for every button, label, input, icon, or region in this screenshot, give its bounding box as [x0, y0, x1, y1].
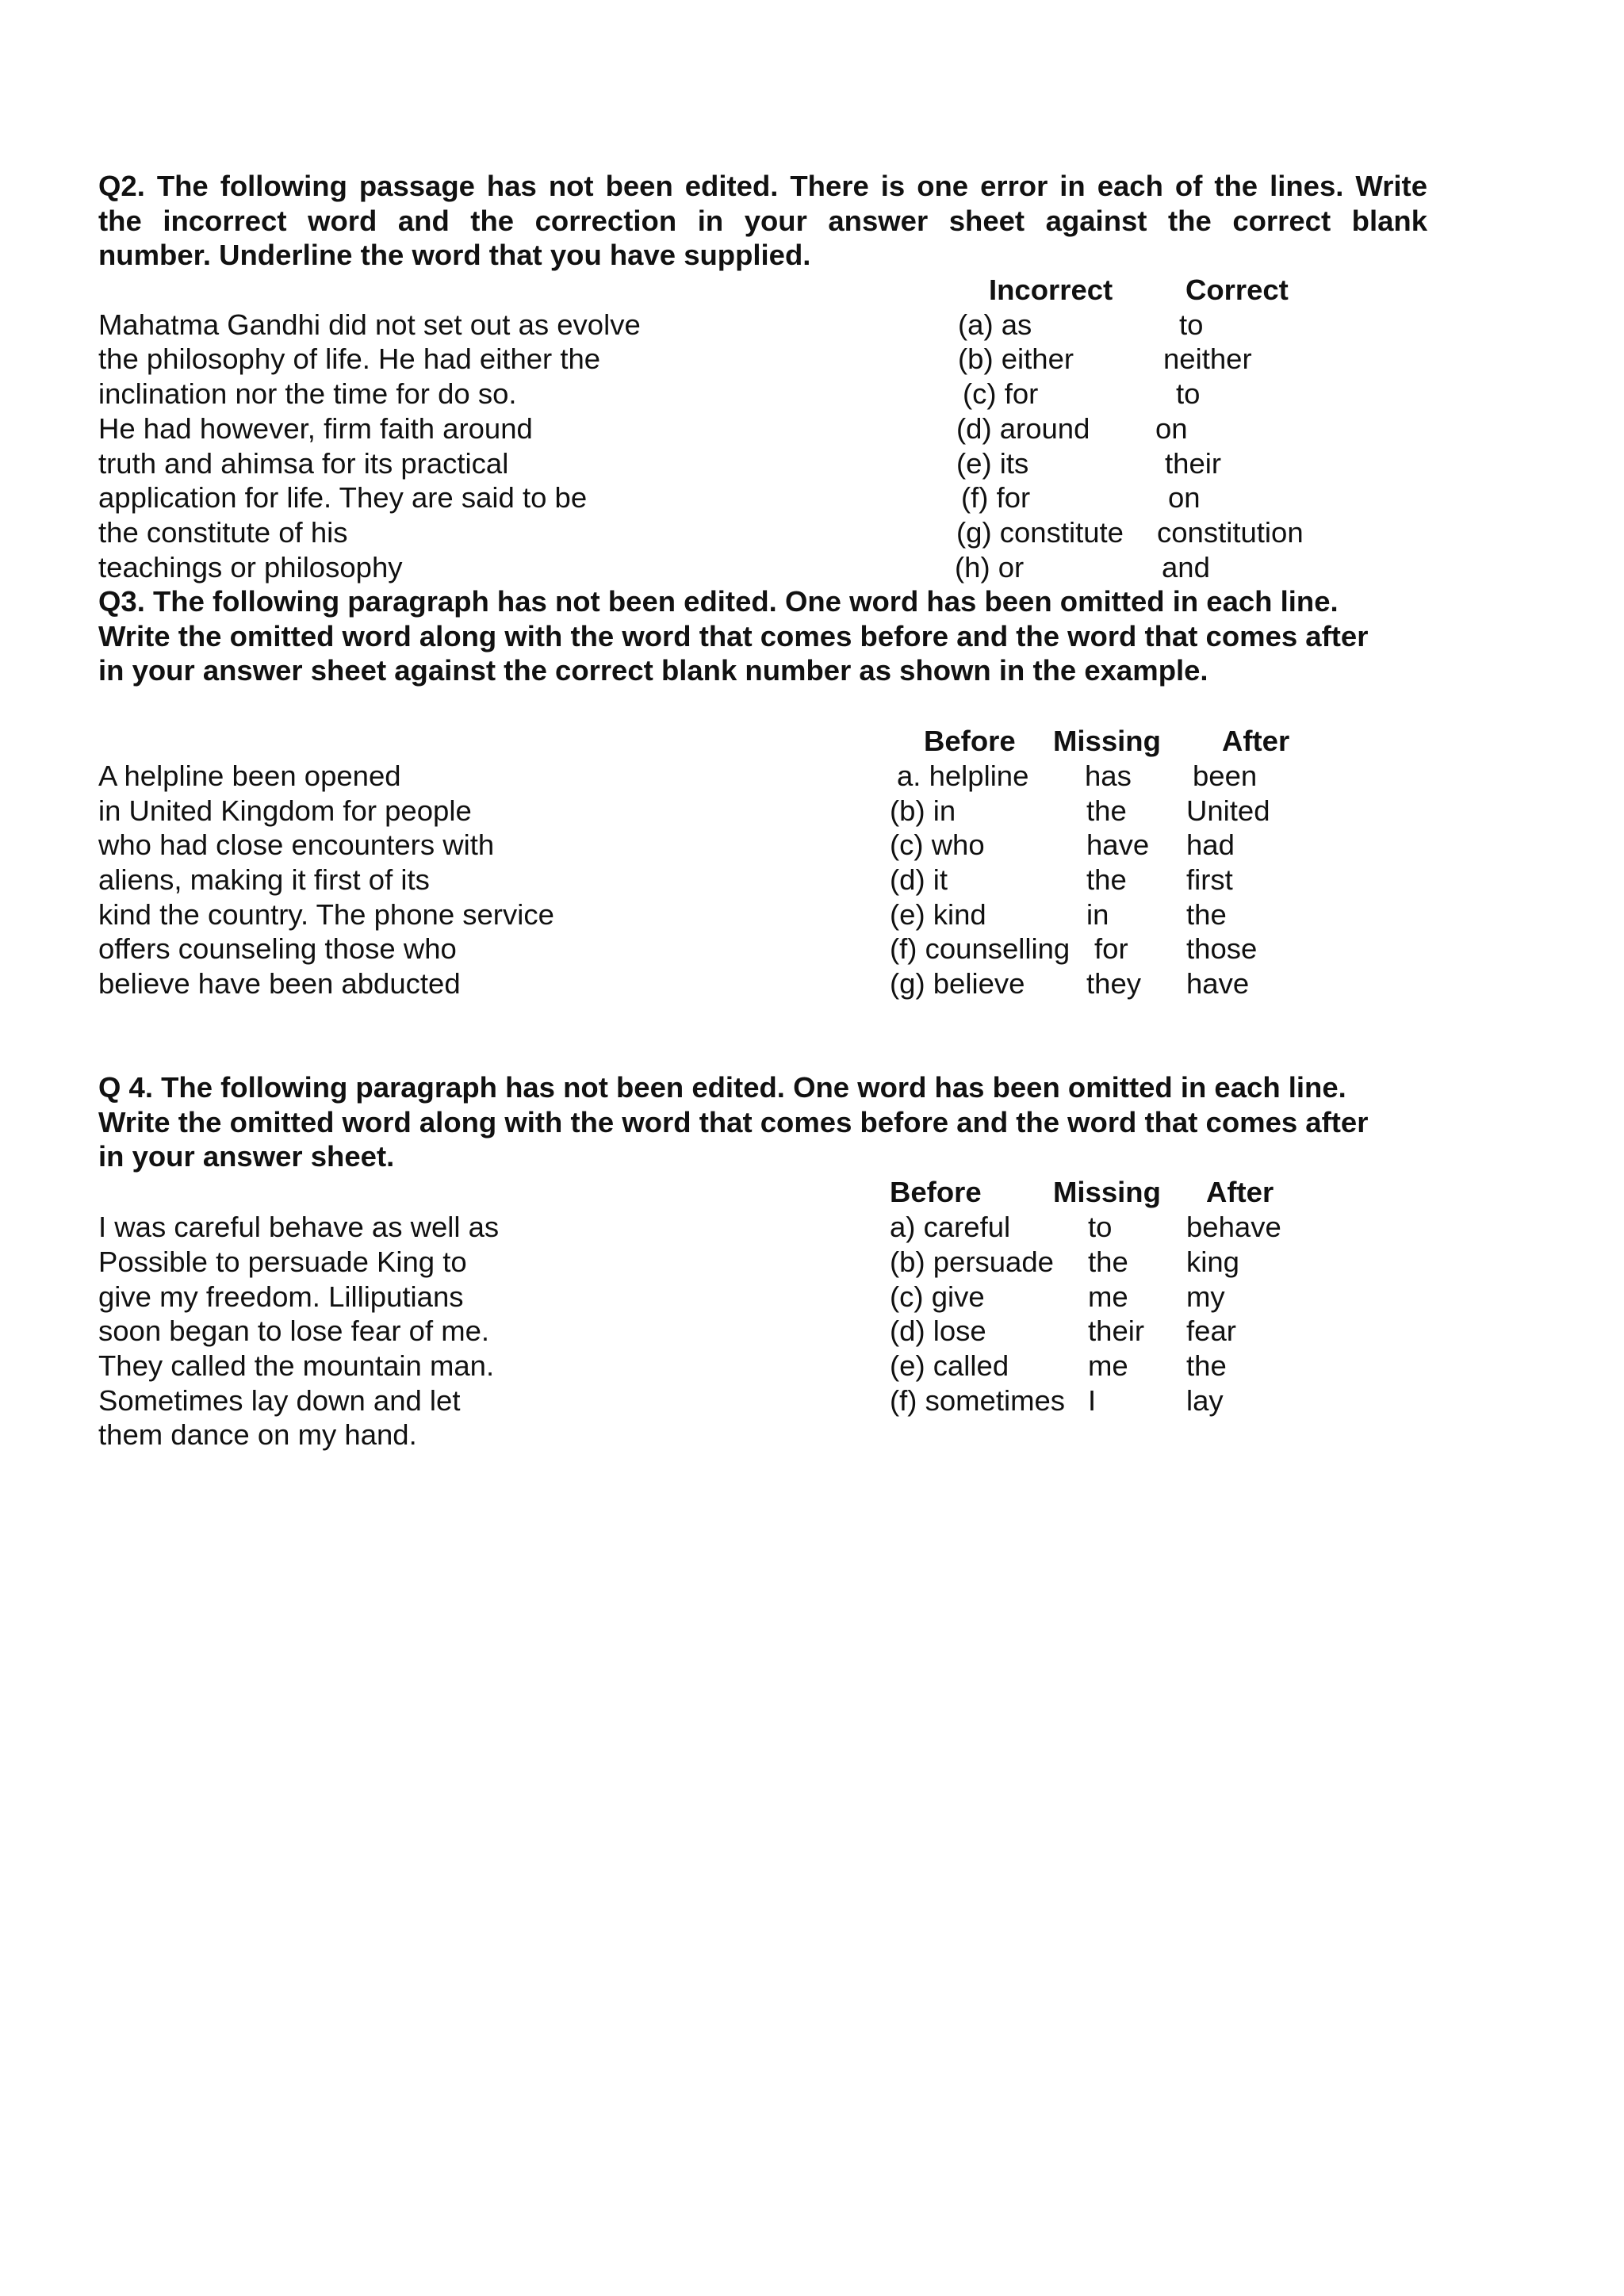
q3-before-word: (f) counselling [890, 932, 1071, 965]
q2-answer-label: (c) for [963, 377, 1039, 410]
q4-row [0, 1349, 1624, 1383]
q4-row [0, 1383, 1624, 1418]
q4-row [0, 1245, 1624, 1280]
q3-before-word: (c) who [890, 828, 985, 861]
q4-before-word: a) careful [890, 1211, 1011, 1243]
q3-row [0, 932, 1624, 966]
q2-col-correct: Correct [1185, 274, 1289, 306]
q2-heading-line: the incorrect word and the correction in your answer sheet against the correct blank [98, 204, 1427, 237]
q2-answer-label: (h) or [955, 551, 1025, 584]
q2-passage-line: teachings or philosophy [98, 551, 403, 584]
q3-row [0, 794, 1624, 828]
q2-passage-line: Mahatma Gandhi did not set out as evolve [98, 308, 641, 341]
q3-before-word: (b) in [890, 794, 956, 827]
q4-missing-word: I [1088, 1384, 1097, 1417]
q2-correct-word: neither [1163, 342, 1252, 375]
q4-missing-word: me [1088, 1349, 1128, 1382]
q2-row [0, 446, 1624, 481]
q2-row [0, 342, 1624, 377]
q2-correct-word: on [1168, 481, 1201, 514]
q3-passage-line: offers counseling those who [98, 932, 457, 965]
q4-col-after: After [1206, 1176, 1274, 1208]
q3-missing-word: they [1086, 967, 1141, 1000]
q3-before-word: (d) it [890, 863, 948, 896]
q4-missing-word: to [1088, 1211, 1113, 1243]
q2-correct-word: to [1176, 377, 1201, 410]
q2-passage-line: the constitute of his [98, 516, 348, 549]
q2-row [0, 480, 1624, 515]
q3-after-word: those [1186, 932, 1258, 965]
q3-heading-line: in your answer sheet against the correct blank number as shown in the example. [98, 654, 1208, 687]
q2-answer-label: (g) constitute [956, 516, 1124, 549]
q2-answer-label: (a) as [958, 308, 1032, 341]
q2-answer-label: (e) its [956, 447, 1029, 480]
q3-passage-line: A helpline been opened [98, 760, 401, 792]
q4-row [0, 1418, 1624, 1452]
q3-col-before: Before [924, 725, 1016, 757]
q2-answer-label: (b) either [958, 342, 1074, 375]
q4-before-word: (d) lose [890, 1314, 986, 1347]
q2-row [0, 377, 1624, 411]
q4-after-word: the [1186, 1349, 1227, 1382]
q3-col-missing: Missing [1053, 725, 1161, 757]
q4-row [0, 1210, 1624, 1245]
q4-missing-word: the [1088, 1246, 1128, 1278]
q2-answer-label: (f) for [961, 481, 1031, 514]
q3-after-word: United [1186, 794, 1270, 827]
q4-row [0, 1280, 1624, 1314]
q4-before-word: (f) sometimes [890, 1384, 1066, 1417]
q4-after-word: lay [1186, 1384, 1224, 1417]
q4-after-word: fear [1186, 1314, 1236, 1347]
q4-passage-line: them dance on my hand. [98, 1418, 417, 1451]
q2-row [0, 308, 1624, 342]
q4-before-word: (b) persuade [890, 1246, 1054, 1278]
q4-passage-line: Sometimes lay down and let [98, 1384, 461, 1417]
q3-missing-word: has [1085, 760, 1132, 792]
q2-heading-line: Q2. The following passage has not been edited. There is one error in each of the lines. Write [98, 170, 1427, 202]
q3-row [0, 897, 1624, 932]
q4-before-word: (e) called [890, 1349, 1009, 1382]
q3-after-word: first [1186, 863, 1233, 896]
q3-row [0, 828, 1624, 863]
q3-after-word: the [1186, 898, 1227, 931]
q3-heading [98, 584, 1427, 688]
q3-missing-word: for [1094, 932, 1128, 965]
q3-after-word: have [1186, 967, 1250, 1000]
q3-heading-line: Q3. The following paragraph has not been edited. One word has been omitted in each line. [98, 585, 1339, 618]
q2-heading-line: number. Underline the word that you have supplied. [98, 239, 811, 272]
q4-heading-line: Q 4. The following paragraph has not been edited. One word has been omitted in each line. [98, 1071, 1346, 1104]
q3-passage-line: aliens, making it first of its [98, 863, 430, 896]
q3-missing-word: have [1086, 828, 1150, 861]
q4-passage-line: give my freedom. Lilliputians [98, 1280, 464, 1313]
q3-before-word: a. helpline [897, 760, 1029, 792]
q4-after-word: my [1186, 1280, 1225, 1313]
q3-passage-line: kind the country. The phone service [98, 898, 554, 931]
q3-missing-word: in [1086, 898, 1109, 931]
q2-passage-line: the philosophy of life. He had either the [98, 342, 601, 375]
q4-passage-line: They called the mountain man. [98, 1349, 495, 1382]
q4-passage-line: soon began to lose fear of me. [98, 1314, 490, 1347]
q4-heading [98, 1070, 1427, 1174]
q3-before-word: (g) believe [890, 967, 1025, 1000]
q3-after-word: been [1193, 760, 1258, 792]
q3-row [0, 863, 1624, 897]
q4-heading-line: Write the omitted word along with the word that comes before and the word that comes after [98, 1105, 1369, 1138]
q4-col-before: Before [890, 1176, 982, 1208]
q4-after-word: king [1186, 1246, 1239, 1278]
q4-before-word: (c) give [890, 1280, 985, 1313]
q3-col-after: After [1222, 725, 1290, 757]
q2-answer-label: (d) around [956, 412, 1090, 445]
q2-row [0, 550, 1624, 585]
q2-correct-word: to [1179, 308, 1204, 341]
q4-missing-word: me [1088, 1280, 1128, 1313]
q2-passage-line: truth and ahimsa for its practical [98, 447, 509, 480]
q2-correct-word: constitution [1157, 516, 1304, 549]
q3-before-word: (e) kind [890, 898, 986, 931]
q2-passage-line: He had however, firm faith around [98, 412, 533, 445]
q4-heading-line: in your answer sheet. [98, 1140, 395, 1173]
q3-row [0, 759, 1624, 794]
q2-row [0, 411, 1624, 446]
q3-after-word: had [1186, 828, 1235, 861]
q2-correct-word: and [1162, 551, 1210, 584]
q4-passage-line: Possible to persuade King to [98, 1246, 467, 1278]
q4-missing-word: their [1088, 1314, 1145, 1347]
q4-after-word: behave [1186, 1211, 1281, 1243]
q2-passage-line: application for life. They are said to be [98, 481, 588, 514]
q2-heading [98, 169, 1427, 273]
q2-col-incorrect: Incorrect [989, 274, 1113, 306]
q2-passage-line: inclination nor the time for do so. [98, 377, 517, 410]
q3-row [0, 966, 1624, 1001]
q4-row [0, 1314, 1624, 1349]
q2-row [0, 515, 1624, 550]
q3-missing-word: the [1086, 794, 1127, 827]
q3-passage-line: believe have been abducted [98, 967, 461, 1000]
q2-correct-word: on [1155, 412, 1188, 445]
q3-heading-line: Write the omitted word along with the word that comes before and the word that comes after [98, 619, 1369, 652]
q3-passage-line: who had close encounters with [98, 828, 495, 861]
q4-col-missing: Missing [1053, 1176, 1161, 1208]
q2-correct-word: their [1165, 447, 1222, 480]
q3-missing-word: the [1086, 863, 1127, 896]
q4-passage-line: I was careful behave as well as [98, 1211, 500, 1243]
q3-passage-line: in United Kingdom for people [98, 794, 472, 827]
